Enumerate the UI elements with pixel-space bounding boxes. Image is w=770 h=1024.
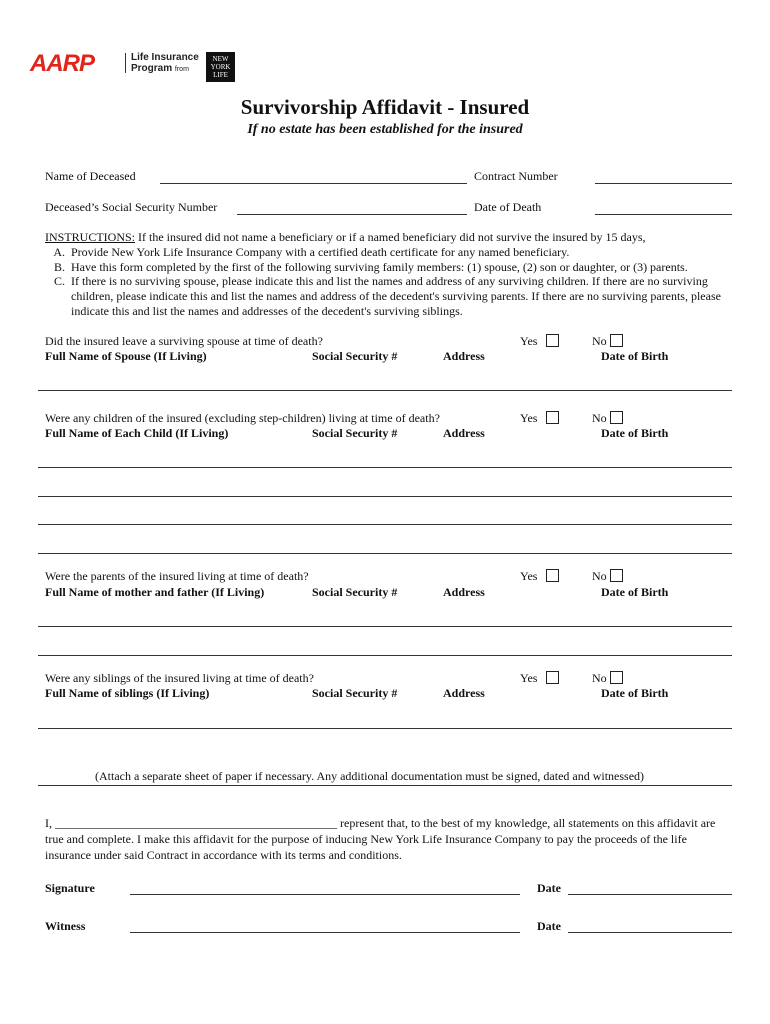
instruction-item-c bbox=[45, 274, 735, 318]
witness-date-label: Date bbox=[537, 919, 561, 933]
siblings-name-header: Full Name of siblings (If Living) bbox=[45, 686, 210, 700]
siblings-no-checkbox[interactable] bbox=[610, 671, 623, 684]
children-entry-line-2[interactable] bbox=[38, 496, 732, 497]
spouse-entry-line[interactable] bbox=[38, 390, 732, 391]
parents-yes-label: Yes bbox=[520, 569, 538, 583]
spouse-question: Did the insured leave a surviving spouse at time of death? bbox=[45, 334, 323, 348]
parents-name-header: Full Name of mother and father (If Living) bbox=[45, 585, 265, 599]
parents-no-checkbox[interactable] bbox=[610, 569, 623, 582]
contract-number-label: Contract Number bbox=[474, 169, 558, 183]
siblings-yes-checkbox[interactable] bbox=[546, 671, 559, 684]
nyl-line-2: YORK bbox=[210, 63, 231, 71]
instruction-label-a: A. bbox=[53, 244, 65, 259]
siblings-no-label: No bbox=[592, 671, 607, 685]
signature-date-label: Date bbox=[537, 881, 561, 895]
spouse-yes-checkbox[interactable] bbox=[546, 334, 559, 347]
children-ssn-header: Social Security # bbox=[312, 426, 398, 440]
parents-yes-checkbox[interactable] bbox=[546, 569, 559, 582]
nyl-line-1: NEW bbox=[212, 55, 229, 63]
children-yes-checkbox[interactable] bbox=[546, 411, 559, 424]
instructions-intro bbox=[45, 230, 735, 245]
affidavit-statement bbox=[45, 815, 735, 863]
witness-field[interactable] bbox=[130, 932, 520, 933]
children-entry-line-4[interactable] bbox=[38, 553, 732, 554]
children-name-header: Full Name of Each Child (If Living) bbox=[45, 426, 229, 440]
spouse-dob-header: Date of Birth bbox=[601, 349, 669, 363]
witness-date-field[interactable] bbox=[568, 932, 732, 933]
spouse-no-label: No bbox=[592, 334, 607, 348]
spouse-yes-label: Yes bbox=[520, 334, 538, 348]
children-question: Were any children of the insured (excluding step-children) living at time of death? bbox=[45, 411, 440, 425]
attach-note-rule bbox=[38, 785, 732, 786]
spouse-ssn-header: Social Security # bbox=[312, 349, 398, 363]
siblings-dob-header: Date of Birth bbox=[601, 686, 669, 700]
instructions-intro-text: If the insured did not name a beneficiary or if a named beneficiary did not survive the insured by 15 days, bbox=[138, 230, 646, 244]
parents-no-label: No bbox=[592, 569, 607, 583]
page-subtitle: If no estate has been established for the insured bbox=[247, 122, 523, 137]
children-yes-label: Yes bbox=[520, 411, 538, 425]
parents-entry-line-2[interactable] bbox=[38, 655, 732, 656]
instruction-label-c: C. bbox=[53, 274, 65, 289]
signature-field[interactable] bbox=[130, 894, 520, 895]
parents-entry-line-1[interactable] bbox=[38, 626, 732, 627]
parents-address-header: Address bbox=[443, 585, 485, 599]
program-line-1: Life Insurance bbox=[131, 52, 199, 63]
page-title: Survivorship Affidavit - Insured bbox=[240, 95, 530, 119]
ssn-field[interactable] bbox=[237, 214, 467, 215]
spouse-address-header: Address bbox=[443, 349, 485, 363]
program-line-2: Program bbox=[131, 63, 173, 74]
spouse-name-header: Full Name of Spouse (If Living) bbox=[45, 349, 207, 363]
instruction-item-b bbox=[45, 260, 735, 275]
signature-date-field[interactable] bbox=[568, 894, 732, 895]
statement-name-blank[interactable]: _______________________________________________ bbox=[55, 816, 337, 830]
instruction-text-a: Provide New York Life Insurance Company with a certified death certificate for any named beneficiary. bbox=[71, 244, 570, 259]
parents-question: Were the parents of the insured living at time of death? bbox=[45, 569, 309, 583]
siblings-entry-line[interactable] bbox=[38, 728, 732, 729]
instruction-text-c: If there is no surviving spouse, please indicate this and list the names and address of any surviving children. If there are no surviving children, please indicate this and list the names and address of the decedent's surviving parents. If there are no surviving parents, please indicate this and list the names and addresses of the decedent's surviving siblings. bbox=[71, 274, 721, 318]
date-of-death-label: Date of Death bbox=[474, 200, 542, 214]
instructions-block bbox=[45, 230, 735, 319]
instruction-item-a bbox=[45, 245, 735, 260]
statement-prefix: I, bbox=[45, 816, 52, 830]
instruction-label-b: B. bbox=[53, 259, 65, 274]
children-entry-line-3[interactable] bbox=[38, 524, 732, 525]
logo-divider bbox=[125, 53, 126, 73]
new-york-life-logo bbox=[206, 52, 235, 82]
statement-text: represent that, to the best of my knowledge, all statements on this affidavit are true and complete. I make this affidavit for the purpose of inducing New York Life Insurance Company to pay the proceeds of the life insurance under said Contract in accordance with its terms and conditions. bbox=[45, 816, 716, 862]
children-dob-header: Date of Birth bbox=[601, 426, 669, 440]
siblings-question: Were any siblings of the insured living at time of death? bbox=[45, 671, 314, 685]
spouse-no-checkbox[interactable] bbox=[610, 334, 623, 347]
program-line-2-wrap bbox=[131, 63, 199, 75]
name-of-deceased-label: Name of Deceased bbox=[45, 169, 136, 183]
parents-ssn-header: Social Security # bbox=[312, 585, 398, 599]
signature-label: Signature bbox=[45, 881, 95, 895]
attach-note: (Attach a separate sheet of paper if necessary. Any additional documentation must be signed, dated and witnessed) bbox=[95, 769, 645, 783]
parents-dob-header: Date of Birth bbox=[601, 585, 669, 599]
ssn-label: Deceased’s Social Security Number bbox=[45, 200, 218, 214]
children-address-header: Address bbox=[443, 426, 485, 440]
children-no-label: No bbox=[592, 411, 607, 425]
program-logo-text bbox=[131, 52, 199, 75]
children-entry-line-1[interactable] bbox=[38, 467, 732, 468]
contract-number-field[interactable] bbox=[595, 183, 732, 184]
children-no-checkbox[interactable] bbox=[610, 411, 623, 424]
witness-label: Witness bbox=[45, 919, 86, 933]
instructions-heading: INSTRUCTIONS: bbox=[45, 230, 136, 244]
siblings-ssn-header: Social Security # bbox=[312, 686, 398, 700]
instruction-text-b: Have this form completed by the first of the following surviving family members: (1) spouse, (2) son or daughter, or (3) parents. bbox=[71, 259, 688, 274]
siblings-yes-label: Yes bbox=[520, 671, 538, 685]
nyl-line-3: LIFE bbox=[213, 71, 228, 79]
name-of-deceased-field[interactable] bbox=[160, 183, 467, 184]
date-of-death-field[interactable] bbox=[595, 214, 732, 215]
siblings-address-header: Address bbox=[443, 686, 485, 700]
program-from: from bbox=[174, 66, 189, 73]
aarp-logo: AARP bbox=[30, 50, 95, 77]
